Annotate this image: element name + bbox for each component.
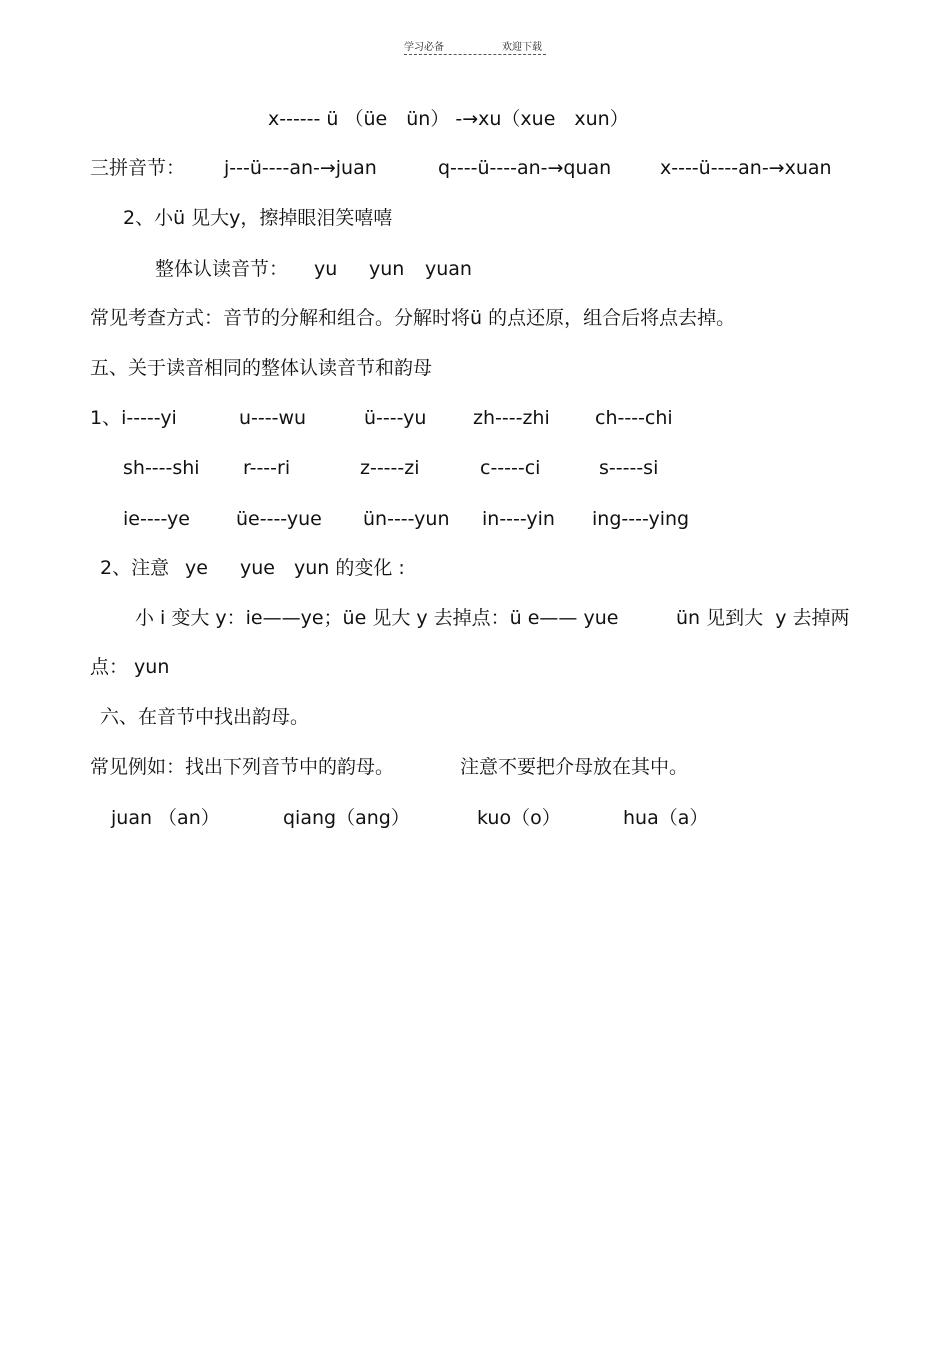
section-6-heading: 六、在音节中找出韵母。 [100, 706, 310, 728]
row-1-item: 1、i-----yi [90, 407, 177, 429]
three-spell-quan: q----ü----an-→quan [438, 157, 612, 179]
answer-qiang: qiang（ang） [283, 807, 410, 829]
row-3-item: üe----yue [236, 508, 322, 530]
rule-2-text: 2、小ü 见大y，擦掉眼泪笑嘻嘻 [123, 207, 393, 229]
line-rule-2 [0, 206, 393, 254]
three-spell-label: 三拼音节： [90, 157, 186, 179]
row-3-item: in----yin [482, 508, 555, 530]
answer-hua: hua（a） [623, 807, 709, 829]
header-left-text: 学习必备 [404, 42, 444, 53]
row-2-item: s-----si [599, 457, 659, 479]
line-note-detail-cont [0, 655, 170, 703]
header-divider [404, 54, 546, 55]
note-detail-text: 小 i 变大 y：ie——ye；üe 见大 y 去掉点：ü e—— yue [135, 607, 619, 629]
whole-read-yun: yun [369, 258, 405, 280]
row-2-item: r----ri [243, 457, 291, 479]
note-detail-cont-text: 点： yun [90, 656, 170, 678]
row-1-item: zh----zhi [473, 407, 550, 429]
line-section-6 [0, 705, 310, 753]
common-test-text: 常见考查方式：音节的分解和组合。分解时将ü 的点还原，组合后将点去掉。 [90, 307, 736, 329]
row-3-item: ün----yun [363, 508, 450, 530]
header-right-text: 欢迎下载 [502, 42, 542, 53]
section-5-heading: 五、关于读音相同的整体认读音节和韵母 [90, 357, 433, 379]
row-3-item: ing----ying [592, 508, 690, 530]
row-2-item: sh----shi [123, 457, 200, 479]
answer-juan: juan （an） [111, 807, 220, 829]
whole-read-yu: yu [314, 258, 338, 280]
line-section-5 [0, 356, 433, 404]
example-note: 注意不要把介母放在其中。 [460, 756, 689, 778]
line-answers [0, 806, 709, 926]
note-2-ye: ye [185, 557, 208, 579]
note-detail-text-end: ün 见到大 y 去掉两 [676, 607, 850, 629]
row-1-item: u----wu [239, 407, 307, 429]
whole-read-label: 整体认读音节： [155, 258, 289, 280]
row-1-item: ch----chi [595, 407, 673, 429]
row-2-item: z-----zi [360, 457, 420, 479]
row-3-item: ie----ye [123, 508, 190, 530]
page-header [0, 38, 950, 58]
example-text: 常见例如：找出下列音节中的韵母。 [90, 756, 395, 778]
three-spell-juan: j---ü----an-→juan [224, 157, 377, 179]
answer-kuo: kuo（o） [477, 807, 561, 829]
three-spell-xuan: x----ü----an-→xuan [660, 157, 832, 179]
whole-read-yuan: yuan [425, 258, 472, 280]
row-2-item: c-----ci [480, 457, 541, 479]
row-1-item: ü----yu [364, 407, 427, 429]
note-2-yun: yun 的变化 : [294, 557, 405, 579]
note-2-label: 2、注意 [100, 557, 170, 579]
line-common-test [0, 306, 736, 354]
x-rule-text: x------ ü （üe ün） -→xu（xue xun） [268, 108, 629, 130]
note-2-yue: yue [240, 557, 275, 579]
line-x-rule [0, 107, 629, 155]
